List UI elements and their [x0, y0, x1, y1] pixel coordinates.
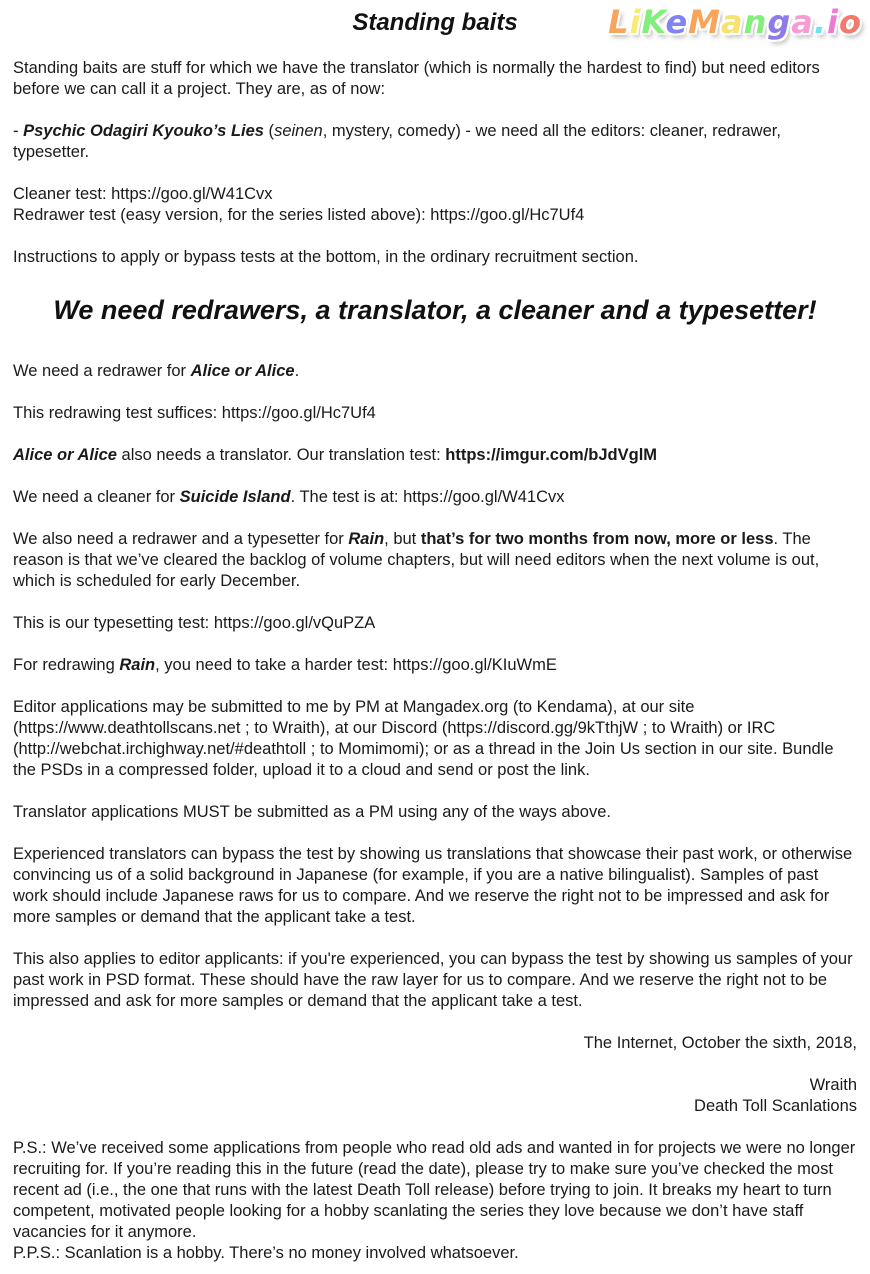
section-heading: We need redrawers, a translator, a cleaner and a typesetter! — [53, 295, 817, 325]
likemanga-watermark-logo: LiKeManga.io — [608, 3, 862, 41]
paragraph-psychic-odagiri: - Psychic Odagiri Kyouko’s Lies (seinen, mystery, comedy) - we need all the editors: cleaner, redrawer, typesetter. — [13, 122, 781, 161]
signature-name: Wraith — [809, 1076, 857, 1094]
paragraph-rain-harder-test: For redrawing Rain, you need to take a harder test: https://goo.gl/KIuWmE — [13, 656, 557, 674]
paragraph-rain-editors: We also need a redrawer and a typesetter for Rain, but that’s for two months from now, more or less. The reason is that we’ve cleared the backlog of volume chapters, but will need editors when the next volume is out, which is scheduled for early December. — [13, 530, 820, 590]
paragraph-redrawer-alice: We need a redrawer for Alice or Alice. — [13, 362, 300, 380]
postscript: P.S.: We’ve received some applications from people who read old ads and wanted in for projects we were no longer recruiting for. If you’re reading this in the future (read the date), please try to make sure you’ve checked the most recent ad (i.e., the one that runs with the latest Death Toll release) before trying to join. It breaks my heart to turn competent, motivated people looking for a hobby scanlating the series they love because we don’t have staff vacancies for it anymore. P.P.S.: Scanlation is a hobby. There’s no money involved whatsoever. — [13, 1139, 856, 1262]
paragraph-editor-bypass: This also applies to editor applicants: if you're experienced, you can bypass the test by showing us samples of your past work in PSD format. These should have the raw layer for us to compare. And we reserve the right not to be impressed and ask for more samples or demand that the applicant take a test. — [13, 950, 853, 1010]
paragraph-alice-translator: Alice or Alice also needs a translator. Our translation test: https://imgur.com/bJdVglM — [13, 446, 658, 464]
page-title: Standing baits — [352, 9, 518, 36]
signature-block — [13, 1075, 857, 1117]
signature-group: Death Toll Scanlations — [694, 1097, 857, 1115]
signature-date: The Internet, October the sixth, 2018, — [583, 1034, 857, 1052]
paragraph-instructions: Instructions to apply or bypass tests at the bottom, in the ordinary recruitment section. — [13, 248, 639, 266]
paragraph-intro: Standing baits are stuff for which we have the translator (which is normally the hardest to find) but need editors before we can call it a project. They are, as of now: — [13, 59, 820, 98]
paragraph-editor-applications: Editor applications may be submitted to me by PM at Mangadex.org (to Kendama), at our site (https://www.deathtollscans.net ; to Wraith), at our Discord (https://discord.gg/9kTthjW ; to Wraith) or IRC (http://webchat.irchighway.net/#deathtoll ; to Momimomi); or as a thread in the Join Us section in our site. Bundle the PSDs in a compressed folder, upload it to a cloud and send or post the link. — [13, 698, 834, 779]
paragraph-experienced-translators: Experienced translators can bypass the test by showing us translations that showcase their past work, or otherwise convincing us of a solid background in Japanese (for example, if you are a native bilingualist). Samples of past work should include Japanese raws for us to compare. And we reserve the right not to be impressed and ask for more samples or demand that the applicant take a test. — [13, 845, 853, 926]
paragraph-translator-applications: Translator applications MUST be submitted as a PM using any of the ways above. — [13, 803, 611, 821]
paragraph-typesetting-test: This is our typesetting test: https://goo.gl/vQuPZA — [13, 614, 376, 632]
paragraph-redraw-test: This redrawing test suffices: https://goo.gl/Hc7Uf4 — [13, 404, 376, 422]
paragraph-cleaner-suicide-island: We need a cleaner for Suicide Island. The test is at: https://goo.gl/W41Cvx — [13, 488, 565, 506]
paragraph-test-links: Cleaner test: https://goo.gl/W41Cvx Redrawer test (easy version, for the series listed above): https://goo.gl/Hc7Uf4 — [13, 185, 585, 224]
